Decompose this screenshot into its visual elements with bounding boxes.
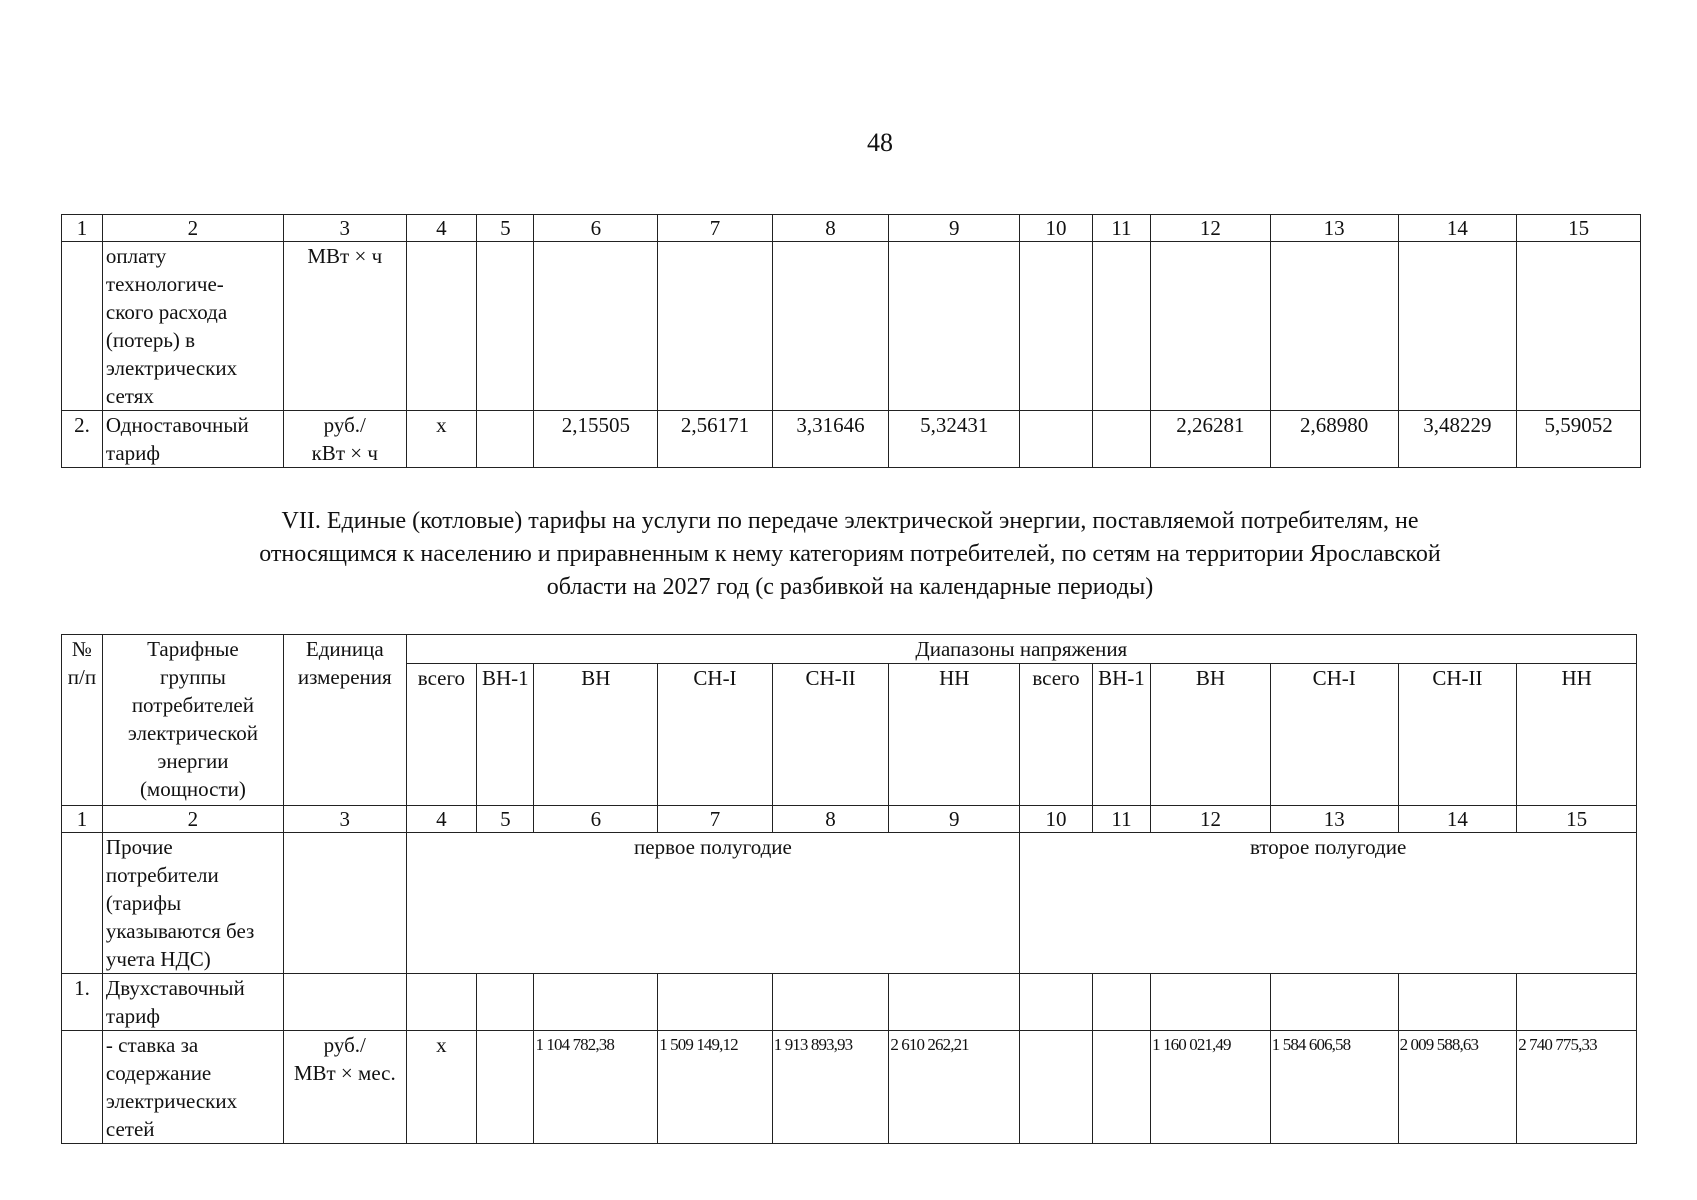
col-num: 6 [534,806,658,833]
col-num: 5 [477,806,534,833]
header-level: СН-I [1270,664,1398,806]
table-row [62,411,1641,468]
header-level: СН-II [1398,664,1517,806]
header-level: СН-II [772,664,889,806]
header-level: НН [889,664,1020,806]
row-name: - ставка за содержание электрических сетей [102,1031,283,1144]
col-num: 15 [1517,215,1641,242]
row-unit: руб./ МВт × мес. [283,1031,406,1144]
table-row [62,974,1637,1031]
header-level: ВН-1 [477,664,534,806]
group-row [62,833,1637,974]
header-level: НН [1517,664,1637,806]
cell-value: 1 160 021,49 [1151,1031,1271,1144]
header-level: ВН [534,664,658,806]
col-num: 7 [658,806,773,833]
header-level: ВН-1 [1092,664,1150,806]
page-number: 48 [867,128,893,157]
cell-value: 1 913 893,93 [772,1031,889,1144]
col-num: 3 [283,806,406,833]
header-level: ВН [1151,664,1271,806]
header-level: всего [406,664,477,806]
cell-value: 2,26281 [1151,411,1271,468]
cell-value: х [406,1031,477,1144]
cell-value: 5,59052 [1517,411,1641,468]
row-unit: руб./ кВт × ч [283,411,406,468]
col-num: 15 [1517,806,1637,833]
col-num: 9 [889,215,1020,242]
cell-value: 1 584 606,58 [1270,1031,1398,1144]
header-row [62,635,1637,664]
col-num: 2 [102,215,283,242]
cell-value: 1 509 149,12 [658,1031,773,1144]
header-level: всего [1020,664,1093,806]
tariff-table-2027 [61,634,1637,1144]
col-num: 4 [406,806,477,833]
col-num: 11 [1092,806,1150,833]
col-num: 8 [772,806,889,833]
cell-value: 2 610 262,21 [889,1031,1020,1144]
col-num: 6 [534,215,658,242]
col-num: 10 [1020,806,1093,833]
cell-value: 3,31646 [772,411,889,468]
header-level: СН-I [658,664,773,806]
row-name: оплату технологиче- ского расхода (потерь) в электрических сетях [102,242,283,411]
col-num: 12 [1151,215,1271,242]
col-num: 1 [62,215,103,242]
first-half-label: первое полугодие [406,833,1020,974]
column-number-row [62,215,1641,242]
header-number: № п/п [62,635,103,806]
col-num: 4 [406,215,477,242]
cell-value: х [406,411,477,468]
cell-value: 2 740 775,33 [1517,1031,1637,1144]
col-num: 3 [283,215,406,242]
table-row [62,1031,1637,1144]
cell-value: 2,56171 [658,411,773,468]
group-name: Прочие потребители (тарифы указываются без учета НДС) [102,833,283,974]
table-row [62,242,1641,411]
col-num: 13 [1270,806,1398,833]
col-num: 5 [477,215,534,242]
col-num: 14 [1398,806,1517,833]
header-tariff-groups: Тарифные группы потребителей электрической энергии (мощности) [102,635,283,806]
tariff-table-continued [61,214,1641,468]
col-num: 11 [1092,215,1150,242]
column-number-row [62,806,1637,833]
cell-value: 1 104 782,38 [534,1031,658,1144]
section-title: VII. Единые (котловые) тарифы на услуги по передаче электрической энергии, поставляемой потребителям, не относящимся к населению и приравненным к нему категориям потребителей, по сетям на территории Ярославской области на 2027 год (с разбивкой на календарные периоды) [259,508,1441,600]
col-num: 13 [1270,215,1398,242]
col-num: 10 [1020,215,1093,242]
col-num: 14 [1398,215,1517,242]
cell-value: 2 009 588,63 [1398,1031,1517,1144]
header-voltage-ranges: Диапазоны напряжения [406,635,1636,664]
col-num: 2 [102,806,283,833]
row-name: Одноставочный тариф [102,411,283,468]
cell-value: 3,48229 [1398,411,1517,468]
col-num: 8 [772,215,889,242]
row-number: 2. [62,411,103,468]
header-unit: Единица измерения [283,635,406,806]
row-number: 1. [62,974,103,1031]
cell-value: 2,68980 [1270,411,1398,468]
col-num: 12 [1151,806,1271,833]
col-num: 9 [889,806,1020,833]
cell-value: 5,32431 [889,411,1020,468]
row-name: Двухставочный тариф [102,974,283,1031]
col-num: 7 [658,215,773,242]
col-num: 1 [62,806,103,833]
row-unit: МВт × ч [283,242,406,411]
cell-empty [62,242,103,411]
cell-value: 2,15505 [534,411,658,468]
second-half-label: второе полугодие [1020,833,1637,974]
